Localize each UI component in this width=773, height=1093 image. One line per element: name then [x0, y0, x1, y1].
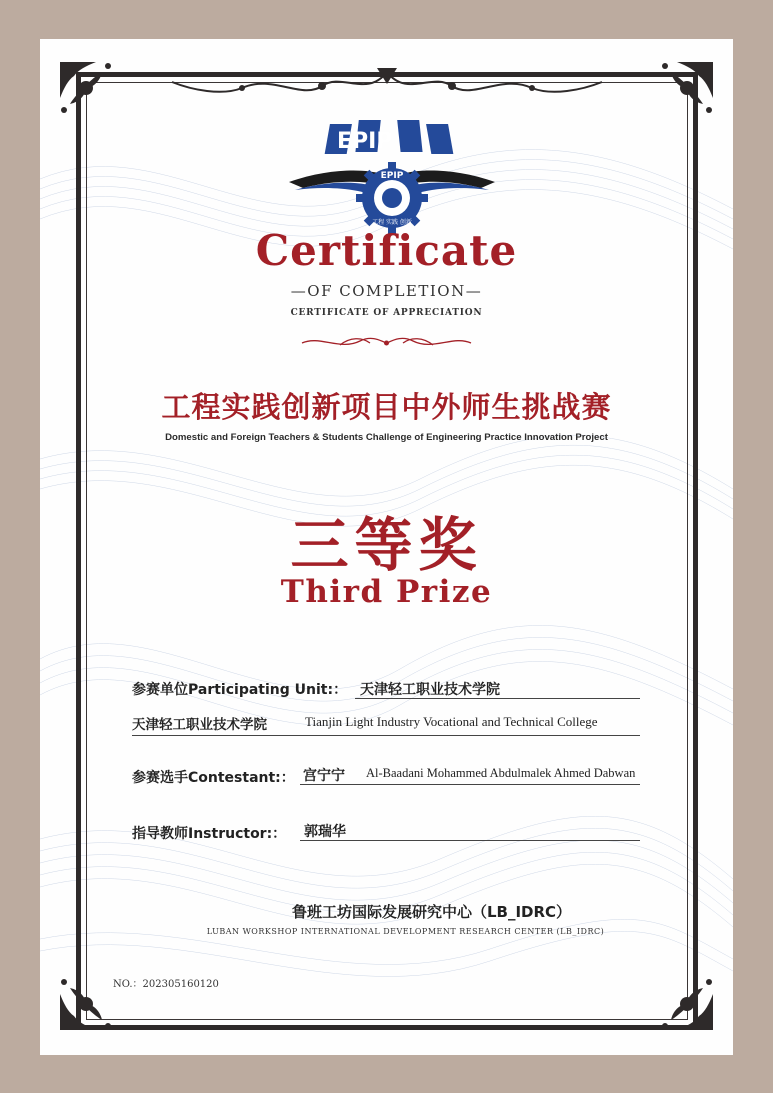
certificate-subtitle-appreciation: CERTIFICATE OF APPRECIATION — [290, 308, 483, 318]
contestant-name-chinese: 宫宁宁 — [303, 768, 345, 784]
epip-logo — [285, 118, 499, 238]
instructor-label: 指导教师Instructor:： — [132, 826, 287, 842]
decorative-swirl-icon — [300, 331, 473, 353]
event-title-english: Domestic and Foreign Teachers & Students Challenge of Engineering Practice Innovation Project — [165, 432, 608, 443]
logo-ring-text-cn: 工程 实践 创新 — [372, 219, 412, 226]
corner-ornament-bottom-left-icon — [56, 972, 118, 1034]
contestant-underline — [300, 784, 640, 785]
contestant-name-english: Al-Baadani Mohammed Abdulmalek Ahmed Dabwan — [366, 766, 636, 780]
instructor-name: 郭瑞华 — [304, 824, 346, 840]
participating-unit-underline — [355, 698, 640, 699]
instructor-underline — [300, 840, 640, 841]
logo-ring-text: EPIP — [380, 171, 404, 181]
participating-unit-full-name-cn: 天津轻工职业技术学院 — [132, 717, 267, 733]
issuer-name-english: LUBAN WORKSHOP INTERNATIONAL DEVELOPMENT RESEARCH CENTER (LB_IDRC) — [206, 927, 605, 936]
corner-ornament-top-left-icon — [56, 58, 118, 120]
certificate-serial-number: NO.：202305160120 — [113, 979, 219, 990]
corner-ornament-bottom-right-icon — [655, 972, 717, 1034]
event-title-chinese: 工程实践创新项目中外师生挑战赛 — [161, 390, 612, 424]
participating-unit-full-underline — [132, 735, 640, 736]
participating-unit-full-name-en: Tianjin Light Industry Vocational and Technical College — [305, 714, 598, 729]
logo-top-text: EPIP — [337, 129, 393, 154]
contestant-label: 参赛选手Contestant:： — [132, 770, 295, 786]
certificate-subtitle: —OF COMPLETION— — [290, 282, 483, 300]
participating-unit-label: 参赛单位Participating Unit:： — [132, 682, 348, 698]
corner-ornament-top-right-icon — [655, 58, 717, 120]
prize-title-english: Third Prize — [280, 574, 493, 610]
participating-unit-value: 天津轻工职业技术学院 — [360, 682, 500, 698]
top-center-ornament-icon — [162, 64, 612, 108]
issuer-name-chinese: 鲁班工坊国际发展研究中心（LB_IDRC） — [291, 903, 572, 921]
certificate-title: Certificate — [255, 226, 518, 275]
prize-title-chinese: 三等奖 — [290, 511, 483, 579]
